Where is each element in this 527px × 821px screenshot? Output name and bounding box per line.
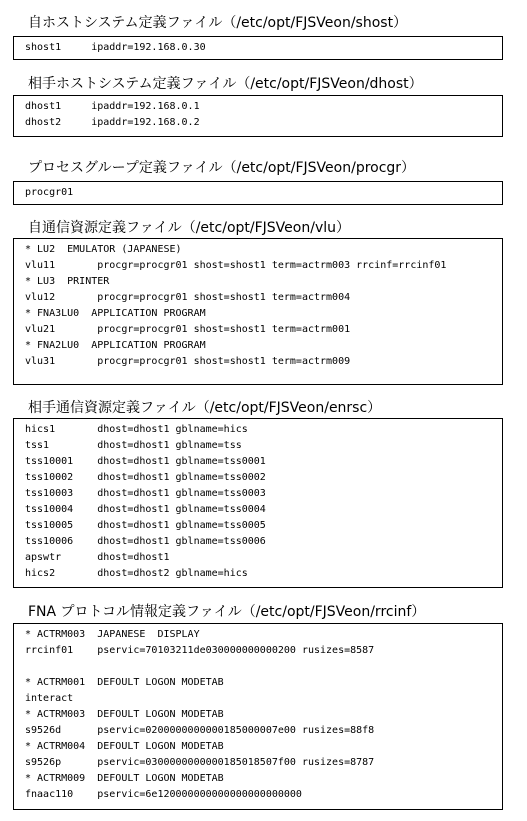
section-title-enrsc: 相手通信資源定義ファイル（/etc/opt/FJSVeon/enrsc）	[28, 400, 382, 416]
code-line: dhost2 ipaddr=192.168.0.2	[25, 117, 200, 128]
code-line: * ACTRM001 DEFOULT LOGON MODETAB	[25, 677, 224, 688]
code-line: tss10006 dhost=dhost1 gblname=tss0006	[25, 536, 266, 547]
code-box-procgr	[13, 181, 503, 205]
code-line: tss1 dhost=dhost1 gblname=tss	[25, 440, 242, 451]
code-line: vlu31 procgr=procgr01 shost=shost1 term=actrm009	[25, 356, 351, 367]
code-line: * ACTRM003 JAPANESE DISPLAY	[25, 629, 200, 640]
code-line: tss10001 dhost=dhost1 gblname=tss0001	[25, 456, 266, 467]
code-line: rrcinf01 pservic=70103211de030000000000200 rusizes=8587	[25, 645, 375, 656]
code-line: tss10004 dhost=dhost1 gblname=tss0004	[25, 504, 266, 515]
code-box-rrcinf	[13, 623, 503, 810]
code-line: * ACTRM009 DEFOULT LOGON MODETAB	[25, 773, 224, 784]
code-line: vlu21 procgr=procgr01 shost=shost1 term=actrm001	[25, 324, 351, 335]
code-line: shost1 ipaddr=192.168.0.30	[25, 42, 206, 53]
code-box-vlu	[13, 238, 503, 385]
code-line: fnaac110 pservic=6e120000000000000000000000	[25, 789, 302, 800]
code-line: * FNA3LU0 APPLICATION PROGRAM	[25, 308, 206, 319]
code-line: * ACTRM003 DEFOULT LOGON MODETAB	[25, 709, 224, 720]
code-box-enrsc	[13, 418, 503, 588]
section-title-procgr: プロセスグループ定義ファイル（/etc/opt/FJSVeon/procgr）	[28, 160, 416, 176]
code-line: * LU3 PRINTER	[25, 276, 110, 287]
code-line: dhost1 ipaddr=192.168.0.1	[25, 101, 200, 112]
section-title-vlu: 自通信資源定義ファイル（/etc/opt/FJSVeon/vlu）	[28, 220, 350, 236]
code-line: tss10002 dhost=dhost1 gblname=tss0002	[25, 472, 266, 483]
code-line: tss10003 dhost=dhost1 gblname=tss0003	[25, 488, 266, 499]
section-title-shost: 自ホストシステム定義ファイル（/etc/opt/FJSVeon/shost）	[28, 15, 408, 31]
code-box-dhost	[13, 95, 503, 137]
code-line: hics2 dhost=dhost2 gblname=hics	[25, 568, 248, 579]
code-line: * FNA2LU0 APPLICATION PROGRAM	[25, 340, 206, 351]
code-line: apswtr dhost=dhost1	[25, 552, 170, 563]
code-line: * ACTRM004 DEFOULT LOGON MODETAB	[25, 741, 224, 752]
code-line: tss10005 dhost=dhost1 gblname=tss0005	[25, 520, 266, 531]
code-line: s9526d pservic=0200000000000185000007e00 rusizes=88f8	[25, 725, 375, 736]
code-line: s9526p pservic=0300000000000185018507f00 rusizes=8787	[25, 757, 375, 768]
code-line: procgr01	[25, 187, 74, 198]
section-title-dhost: 相手ホストシステム定義ファイル（/etc/opt/FJSVeon/dhost）	[28, 76, 423, 92]
code-line: vlu12 procgr=procgr01 shost=shost1 term=actrm004	[25, 292, 351, 303]
section-title-rrcinf: FNA プロトコル情報定義ファイル（/etc/opt/FJSVeon/rrcinf）	[28, 604, 426, 620]
code-box-shost	[13, 36, 503, 60]
code-line: vlu11 procgr=procgr01 shost=shost1 term=actrm003 rrcinf=rrcinf01	[25, 260, 447, 271]
code-line: interact	[25, 693, 74, 704]
code-line	[25, 659, 502, 675]
code-line: hics1 dhost=dhost1 gblname=hics	[25, 424, 248, 435]
code-line: * LU2 EMULATOR (JAPANESE)	[25, 244, 182, 255]
